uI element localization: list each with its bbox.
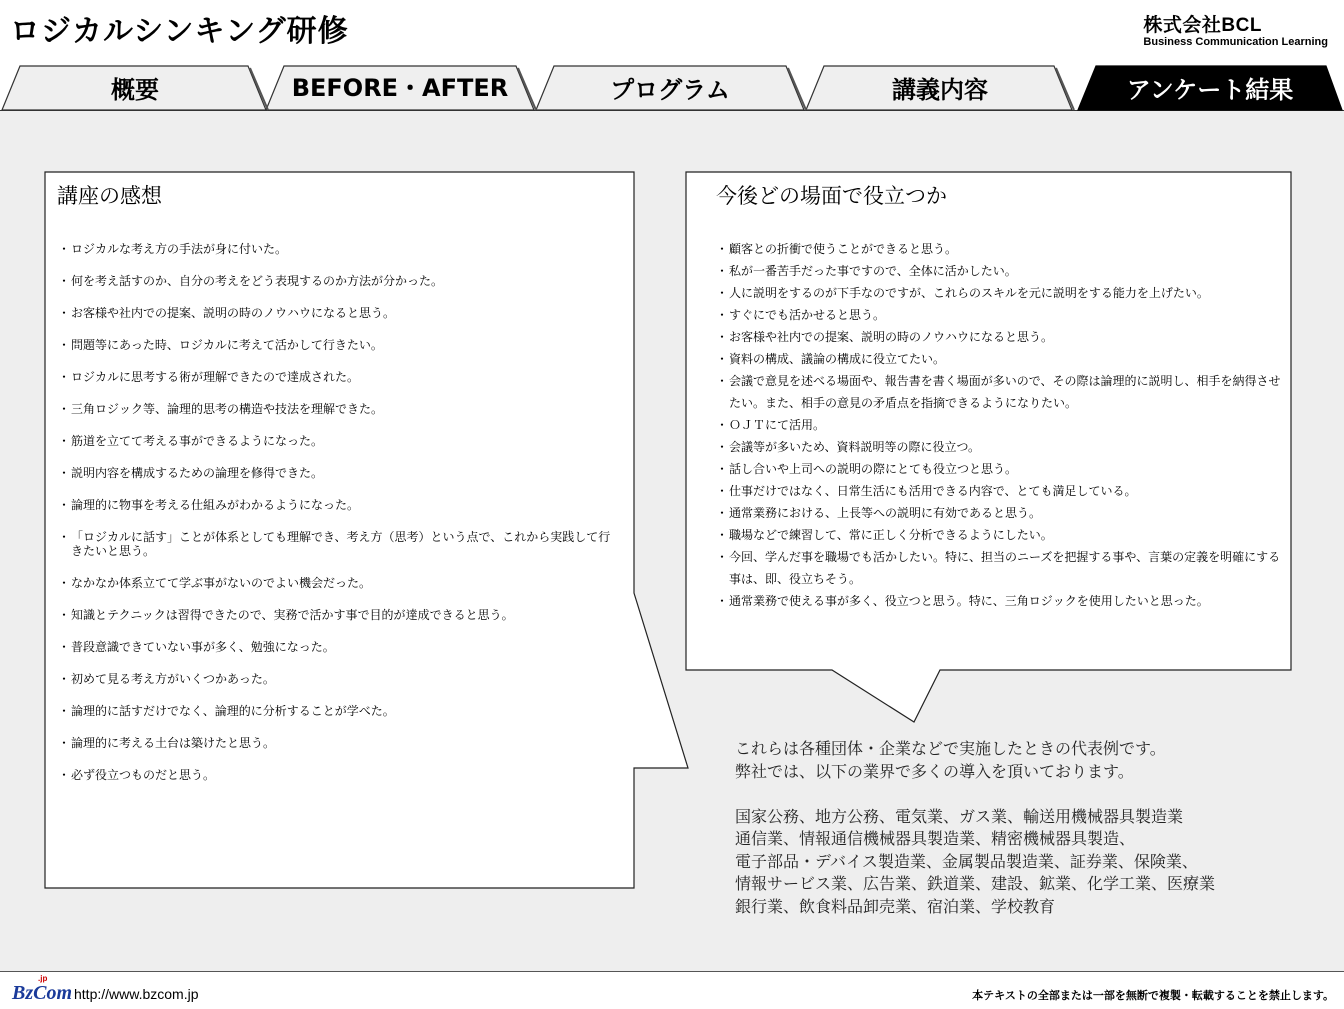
- list-item: ・ 「ロジカルに話す」ことが体系としても理解でき、考え方（思考）という点で、これから実践して行きたいと思う。: [60, 530, 620, 558]
- list-item: ・ すぐにでも活かせると思う。: [718, 304, 1283, 326]
- tab-survey-results[interactable]: アンケート結果: [1126, 76, 1294, 104]
- list-item: ・ 通常業務における、上長等への説明に有効であると思う。: [718, 502, 1283, 524]
- tab-program[interactable]: プログラム: [610, 76, 730, 104]
- note-line: 弊社では、以下の業界で多くの導入を頂いております。: [735, 761, 1134, 781]
- impressions-list: [60, 242, 620, 800]
- bzcom-logo-suffix: .jp: [38, 974, 48, 983]
- list-item: ・ 話し合いや上司への説明の際にとても役立つと思う。: [718, 458, 1283, 480]
- list-item: ・ 三角ロジック等、論理的思考の構造や技法を理解できた。: [60, 402, 620, 416]
- list-item: ・ 論理的に話すだけでなく、論理的に分析することが学べた。: [60, 704, 620, 718]
- list-item: ・ 初めて見る考え方がいくつかあった。: [60, 672, 620, 686]
- usage-scenes-list: [718, 238, 1283, 612]
- list-item: ・ 資料の構成、議論の構成に役立てたい。: [718, 348, 1283, 370]
- note-line: 銀行業、飲食料品卸売業、宿泊業、学校教育: [735, 896, 1056, 916]
- list-item: ・ 通常業務で使える事が多く、役立つと思う。特に、三角ロジックを使用したいと思った。: [718, 590, 1283, 612]
- brand-tagline: Business Communication Learning: [1143, 36, 1328, 48]
- right-box-title: 今後どの場面で役立つか: [716, 184, 947, 208]
- note-line: [735, 783, 1295, 806]
- brand-name: 株式会社BCL: [1143, 15, 1262, 36]
- note-line: これらは各種団体・企業などで実施したときの代表例です。: [735, 739, 1166, 758]
- list-item: ・ 筋道を立てて考える事ができるようになった。: [60, 434, 620, 448]
- list-item: ・ 人に説明をするのが下手なのですが、これらのスキルを元に説明をする能力を上げたい。: [718, 282, 1283, 304]
- list-item: ・ 職場などで練習して、常に正しく分析できるようにしたい。: [718, 524, 1283, 546]
- note-line: 国家公務、地方公務、電気業、ガス業、輸送用機械器具製造業: [735, 806, 1184, 826]
- list-item: ・ なかなか体系立てて学ぶ事がないのでよい機会だった。: [60, 576, 620, 590]
- list-item: ・ お客様や社内での提案、説明の時のノウハウになると思う。: [60, 306, 620, 320]
- list-item: ・ 何を考え話すのか、自分の考えをどう表現するのか方法が分かった。: [60, 274, 620, 288]
- list-item: ・ 論理的に物事を考える仕組みがわかるようになった。: [60, 498, 620, 512]
- list-item: ・ 問題等にあった時、ロジカルに考えて活かして行きたい。: [60, 338, 620, 352]
- copyright-notice: 本テキストの全部または一部を無断で複製・転載することを禁止します。: [972, 989, 1334, 1002]
- list-item: ・ 会議で意見を述べる場面や、報告書を書く場面が多いので、その際は論理的に説明し、相手を納得させたい。また、相手の意見の矛盾点を指摘できるようになりたい。: [718, 370, 1283, 414]
- list-item: ・ 顧客との折衝で使うことができると思う。: [718, 238, 1283, 260]
- note-line: 電子部品・デバイス製造業、金属製品製造業、証券業、保険業、: [735, 851, 1198, 871]
- bzcom-logo: BzCom: [12, 982, 73, 1004]
- list-item: ・ 今回、学んだ事を職場でも活かしたい。特に、担当のニーズを把握する事や、言葉の定義を明確にする事は、即、役立ちそう。: [718, 546, 1283, 590]
- list-item: ・ 仕事だけではなく、日常生活にも活用できる内容で、とても満足している。: [718, 480, 1283, 502]
- page-title: ロジカルシンキング研修: [10, 14, 349, 49]
- list-item: ・ 論理的に考える土台は築けたと思う。: [60, 736, 620, 750]
- list-item: ・ 普段意識できていない事が多く、勉強になった。: [60, 640, 620, 654]
- list-item: ・ お客様や社内での提案、説明の時のノウハウになると思う。: [718, 326, 1283, 348]
- list-item: ・ 会議等が多いため、資料説明等の際に役立つ。: [718, 436, 1283, 458]
- industry-note: [735, 738, 1295, 918]
- left-box-title: 講座の感想: [57, 184, 162, 208]
- footer: [0, 971, 1344, 1009]
- list-item: ・ 知識とテクニックは習得できたので、実務で活かす事で目的が達成できると思う。: [60, 608, 620, 622]
- list-item: ・ 説明内容を構成するための論理を修得できた。: [60, 466, 620, 480]
- footer-url-link[interactable]: http://www.bzcom.jp: [74, 986, 199, 1002]
- list-item: ・ 必ず役立つものだと思う。: [60, 768, 620, 782]
- tab-lecture-content[interactable]: 講義内容: [892, 76, 988, 104]
- note-line: 情報サービス業、広告業、鉄道業、建設、鉱業、化学工業、医療業: [735, 874, 1216, 893]
- tab-overview[interactable]: 概要: [111, 76, 159, 104]
- list-item: ・ ＯＪＴにて活用。: [718, 414, 1283, 436]
- list-item: ・ ロジカルに思考する術が理解できたので達成された。: [60, 370, 620, 384]
- note-line: 通信業、情報通信機械器具製造業、精密機械器具製造、: [735, 829, 1136, 848]
- tab-before-after[interactable]: BEFORE・AFTER: [291, 74, 509, 102]
- list-item: ・ 私が一番苦手だった事ですので、全体に活かしたい。: [718, 260, 1283, 282]
- list-item: ・ ロジカルな考え方の手法が身に付いた。: [60, 242, 620, 256]
